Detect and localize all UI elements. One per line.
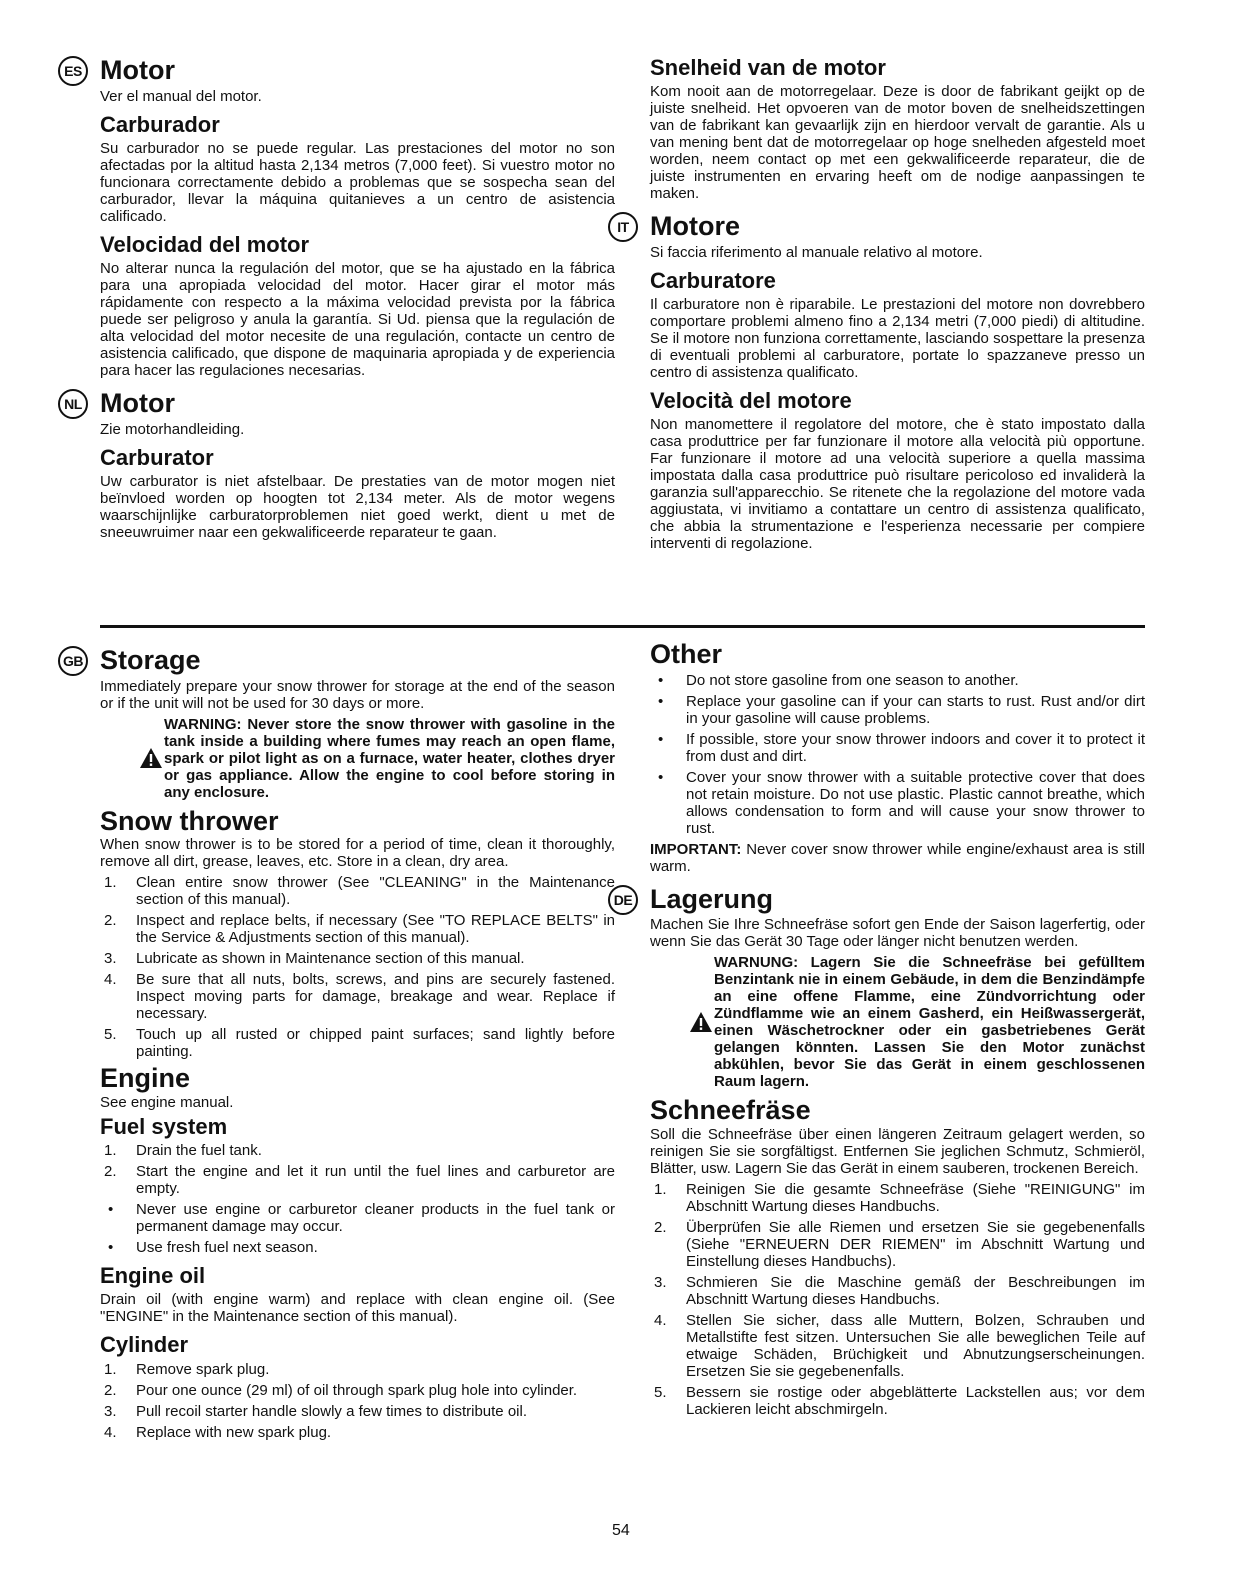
list-item: [650, 1181, 1145, 1215]
gb-important-text: Never cover snow thrower while engine/exhaust area is still warm.: [650, 840, 1145, 875]
list-item-marker: 2.: [104, 912, 117, 930]
list-item-text: Remove spark plug.: [136, 1360, 270, 1378]
language-badge-gb: GB: [58, 646, 88, 676]
list-item-text: Replace with new spark plug.: [136, 1423, 332, 1441]
de-snow-text: Soll die Schneefräse über einen längeren Zeitraum gelagert werden, so reinigen Sie sie sorgfältigst. Entfernen Sie jeglichen Schmutz, Schmieröl, Blätter, usw. Lagern Sie das Gerät in einem sauberen, trockenen Bereich.: [650, 1126, 1145, 1178]
nl-speed-title: Snelheid van de motor: [650, 55, 886, 80]
list-item-text: Cover your snow thrower with a suitable protective cover that does not retain moisture. Do not use plastic. Plastic cannot breathe, which allows condensation to form and will cause your snow thrower to rust.: [686, 768, 1145, 837]
list-item: [650, 1312, 1145, 1380]
list-item-marker: 5.: [104, 1026, 117, 1044]
es-motor-heading-row: [64, 55, 615, 86]
list-item: [100, 1201, 615, 1235]
list-item-marker: 3.: [654, 1274, 667, 1292]
column-top-right: [617, 50, 1145, 556]
warning-triangle-icon: [140, 748, 162, 768]
gb-cyl-steps-list: [100, 1361, 615, 1441]
de-snow-steps-list: [650, 1181, 1145, 1418]
column-bottom-left: [63, 640, 615, 1445]
de-snow-title: Schneefräse: [650, 1095, 811, 1126]
gb-warning-block: [100, 716, 615, 801]
language-badge-it: IT: [608, 212, 638, 242]
de-storage-title: Lagerung: [650, 883, 774, 914]
list-item: [100, 1239, 615, 1256]
list-item: [100, 1163, 615, 1197]
list-item: [100, 1142, 615, 1159]
nl-motor-text: Zie motorhandleiding.: [100, 420, 245, 438]
es-speed-title: Velocidad del motor: [100, 231, 310, 257]
it-motor-heading-row: [617, 211, 1145, 242]
list-item: [650, 672, 1145, 689]
list-item-marker: 2.: [654, 1219, 667, 1237]
gb-snow-title: Snow thrower: [100, 805, 279, 836]
column-bottom-right: [613, 639, 1145, 1422]
gb-other-list: [650, 672, 1145, 837]
list-item-text: Pull recoil starter handle slowly a few times to distribute oil.: [136, 1402, 527, 1420]
list-item: [100, 971, 615, 1022]
gb-fuel-steps-list: [100, 1142, 615, 1256]
gb-cyl-title: Cylinder: [100, 1332, 189, 1358]
nl-motor-heading-row: [64, 388, 615, 419]
list-item-text: Reinigen Sie die gesamte Schneefräse (Siehe "REINIGUNG" im Abschnitt Wartung dieses Handbuchs.: [686, 1181, 1145, 1216]
gb-important-note: [650, 841, 1145, 875]
de-storage-text: Machen Sie Ihre Schneefräse sofort gen Ende der Saison lagerfertig, oder wenn Sie das Gerät 30 Tage oder länger nicht benutzen werden.: [650, 916, 1145, 951]
list-item-text: Start the engine and let it run until the fuel lines and carburetor are empty.: [136, 1163, 615, 1198]
it-carb-title: Carburatore: [650, 267, 776, 293]
list-item-marker: •: [108, 1201, 114, 1219]
list-item-text: Lubricate as shown in Maintenance section of this manual.: [136, 950, 525, 968]
gb-oil-title: Engine oil: [100, 1263, 206, 1289]
list-item-marker: 3.: [104, 950, 117, 968]
gb-other-title: Other: [650, 639, 723, 669]
list-item: [100, 874, 615, 908]
gb-storage-title: Storage: [100, 645, 201, 675]
section-divider: [100, 625, 1145, 628]
gb-engine-text: See engine manual.: [100, 1094, 234, 1112]
gb-important-label: IMPORTANT:: [650, 840, 742, 858]
list-item: [650, 1219, 1145, 1270]
list-item: [650, 1274, 1145, 1308]
it-motor-text: Si faccia riferimento al manuale relativo al motore.: [650, 243, 983, 261]
list-item-text: Do not store gasoline from one season to another.: [686, 671, 1019, 689]
de-warning-text: WARNUNG: Lagern Sie die Schneefräse bei gefülltem Benzintank nie in einem Gebäude, in dem die Benzindämpfe an eine offene Flamme, eine Zündvorrichtung oder Zündflamme wie an einem Gasherd, ein Heißwassergerät, einen Wäschetrockner oder ein gasbetriebenes Gerät gelangen könnten. Lassen Sie den Motor zunächst abkühlen, bevor Sie das Gerät in einem geschlossenen Raum lagern.: [714, 954, 1145, 1091]
de-warning-block: [650, 954, 1145, 1090]
list-item-marker: 2.: [104, 1163, 117, 1181]
list-item: [650, 731, 1145, 765]
gb-storage-heading-row: [63, 645, 615, 676]
list-item: [650, 1384, 1145, 1418]
es-carb-title: Carburador: [100, 111, 220, 137]
list-item-marker: 1.: [104, 1360, 117, 1378]
list-item-marker: 3.: [104, 1402, 117, 1420]
list-item-text: Clean entire snow thrower (See "CLEANING" in the Maintenance section of this manual).: [136, 874, 615, 909]
list-item-marker: 5.: [654, 1384, 667, 1402]
list-item-text: Inspect and replace belts, if necessary (See "TO REPLACE BELTS" in the Service & Adjustments section of this manual).: [136, 912, 615, 947]
list-item-text: Pour one ounce (29 ml) of oil through spark plug hole into cylinder.: [136, 1381, 578, 1399]
bullet-icon: •: [658, 671, 664, 689]
list-item: [100, 1026, 615, 1060]
language-badge-nl: NL: [58, 389, 88, 419]
gb-snow-steps-list: [100, 874, 615, 1060]
language-badge-de: DE: [608, 885, 638, 915]
page-number: 54: [612, 1522, 630, 1539]
list-item-text: Replace your gasoline can if your can starts to rust. Rust and/or dirt in your gasoline will cause problems.: [686, 692, 1145, 727]
list-item-text: Touch up all rusted or chipped paint surfaces; sand lightly before painting.: [136, 1026, 615, 1061]
list-item: [100, 912, 615, 946]
list-item: [100, 1361, 615, 1378]
nl-motor-title: Motor: [100, 388, 175, 419]
es-motor-text: Ver el manual del motor.: [100, 87, 262, 105]
bullet-icon: •: [658, 692, 664, 710]
language-badge-es: ES: [58, 56, 88, 86]
list-item-text: Drain the fuel tank.: [136, 1142, 262, 1160]
list-item-text: Bessern sie rostige oder abgeblätterte Lackstellen aus; vor dem Lackieren leicht abschmirgeln.: [686, 1384, 1145, 1419]
de-storage-heading-row: [613, 883, 1145, 915]
list-item-marker: 4.: [104, 971, 117, 989]
list-item-text: If possible, store your snow thrower indoors and cover it to protect it from dust and dirt.: [686, 730, 1145, 765]
it-speed-title: Velocità del motore: [650, 388, 852, 414]
nl-carb-text: Uw carburator is niet afstelbaar. De prestaties van de motor mogen niet beïnvloed worden op hoogten tot 2,134 meter. Als de motor wegens waarschijnlijke carburatorproblemen niet goed werkt, dient u met de sneeuwruimer naar een gekwalificeerde reparateur te gaan.: [100, 472, 615, 541]
es-carb-text: Su carburador no se puede regular. Las prestaciones del motor no son afectadas por la altitud hasta 2,134 metros (7,000 feet). Si vuestro motor no funcionara correctamente debido a problemas que se sospecha sean del carburador, llevar la máquina quitanieves a un centro de asistencia calificado.: [100, 139, 615, 225]
it-motor-title: Motore: [650, 211, 740, 242]
it-carb-text: Il carburatore non è riparabile. Le prestazioni del motore non dovrebbero comportare problemi almeno fino a 2,134 metri (7,000 piedi) di altitudine. Se il motore non funziona correttamente, lasciando sospettare la presenza di eventuali problemi al carburatore, portate lo spazzaneve presso un centro di assistenza qualificato.: [650, 296, 1145, 382]
bullet-icon: •: [658, 768, 664, 786]
es-speed-text: No alterar nunca la regulación del motor, que se ha ajustado en la fábrica para una apropiada velocidad del motor. Hacer girar el motor más rápidamente con respecto a la máxima velocidad prevista por la fábrica puede ser peligroso y anula la garantía. Si Ud. piensa que la regulación de alta velocidad del motor necesite de una regulación, contacte un centro de asistencia calificado, que dispone de maquinaria apropiada y de experiencia para hacer las regulaciones necesarias.: [100, 260, 615, 380]
list-item: [100, 1382, 615, 1399]
gb-oil-text: Drain oil (with engine warm) and replace with clean engine oil. (See "ENGINE" in the Maintenance section of this manual).: [100, 1291, 615, 1326]
warning-triangle-icon: [690, 1012, 712, 1032]
list-item-marker: 1.: [104, 874, 117, 892]
list-item: [650, 693, 1145, 727]
list-item-text: Never use engine or carburetor cleaner products in the fuel tank or permanent damage may occur.: [136, 1201, 615, 1236]
list-item-text: Stellen Sie sicher, dass alle Muttern, Bolzen, Schrauben und Metallstifte fest sitzen. Untersuchen Sie alle beweglichen Teile auf etwaige Schäden, Brüchigkeit und Abnutzungserscheinungen. Ersetzen Sie sie gegebenenfalls.: [686, 1312, 1145, 1381]
gb-engine-title: Engine: [100, 1063, 191, 1094]
list-item-marker: 2.: [104, 1381, 117, 1399]
it-speed-text: Non manomettere il regolatore del motore, che è stato impostato dalla casa produttrice per far funzionare il motore alla velocità più opportune. Far funzionare il motore ad una velocità superiore a quella massima impostata dalla casa produttrice può risultare pericoloso ed invaliderà la garanzia sull'apparecchio. Se ritenete che la regolazione del motore vada aggiustata, vi invitiamo a contattare un centro di assistenza qualificato, che abbia la strumentazione e l'esperienza necessarie per compiere interventi di regolazione.: [650, 416, 1145, 553]
list-item-marker: 1.: [654, 1181, 667, 1199]
bullet-icon: •: [658, 730, 664, 748]
list-item-marker: 1.: [104, 1142, 117, 1160]
es-motor-title: Motor: [100, 55, 175, 85]
nl-speed-text: Kom nooit aan de motorregelaar. Deze is door de fabrikant geijkt op de juiste snelheid. Het opvoeren van de motor boven de snelheidszettingen van de fabrikant kan gevaarlijk zijn en hierdoor vervalt de garantie. Als u van mening bent dat de motorregelaar op hoge snelheden afgesteld moet worden, neem contact op met een gekwalificeerde reparateur, die de juiste instrumenten en ervaring heeft om de nodige aanpassingen te maken.: [650, 83, 1145, 203]
gb-warning-text: WARNING: Never store the snow thrower with gasoline in the tank inside a building where fumes may reach an open flame, spark or pilot light as on a furnace, water heater, clothes dryer or gas appliance. Allow the engine to cool before storing in any enclosure.: [164, 715, 615, 801]
gb-snow-text: When snow thrower is to be stored for a period of time, clean it thoroughly, remove all dirt, grease, leaves, etc. Store in a clean, dry area.: [100, 836, 615, 871]
list-item: [100, 1403, 615, 1420]
list-item: [100, 950, 615, 967]
column-top-left: [64, 50, 615, 545]
list-item-text: Be sure that all nuts, bolts, screws, and pins are securely fastened. Inspect moving parts for damage, breakage and wear. Replace if necessary.: [136, 971, 615, 1023]
list-item: [650, 769, 1145, 837]
nl-carb-title: Carburator: [100, 444, 214, 470]
list-item-marker: 4.: [654, 1312, 667, 1330]
list-item-marker: 4.: [104, 1423, 117, 1441]
gb-storage-text: Immediately prepare your snow thrower for storage at the end of the season or if the unit will not be used for 30 days or more.: [100, 677, 615, 712]
list-item-text: Schmieren Sie die Maschine gemäß der Beschreibungen im Abschnitt Wartung dieses Handbuchs.: [686, 1274, 1145, 1309]
list-item-text: Überprüfen Sie alle Riemen und ersetzen Sie sie gegebenenfalls (Siehe "ERNEUERN DER RIEMEN" im Abschnitt Wartung und Einstellung dieses Handbuchs).: [686, 1219, 1145, 1271]
gb-fuel-title: Fuel system: [100, 1114, 228, 1140]
list-item-marker: •: [108, 1239, 114, 1257]
list-item-text: Use fresh fuel next season.: [136, 1239, 318, 1257]
list-item: [100, 1424, 615, 1441]
